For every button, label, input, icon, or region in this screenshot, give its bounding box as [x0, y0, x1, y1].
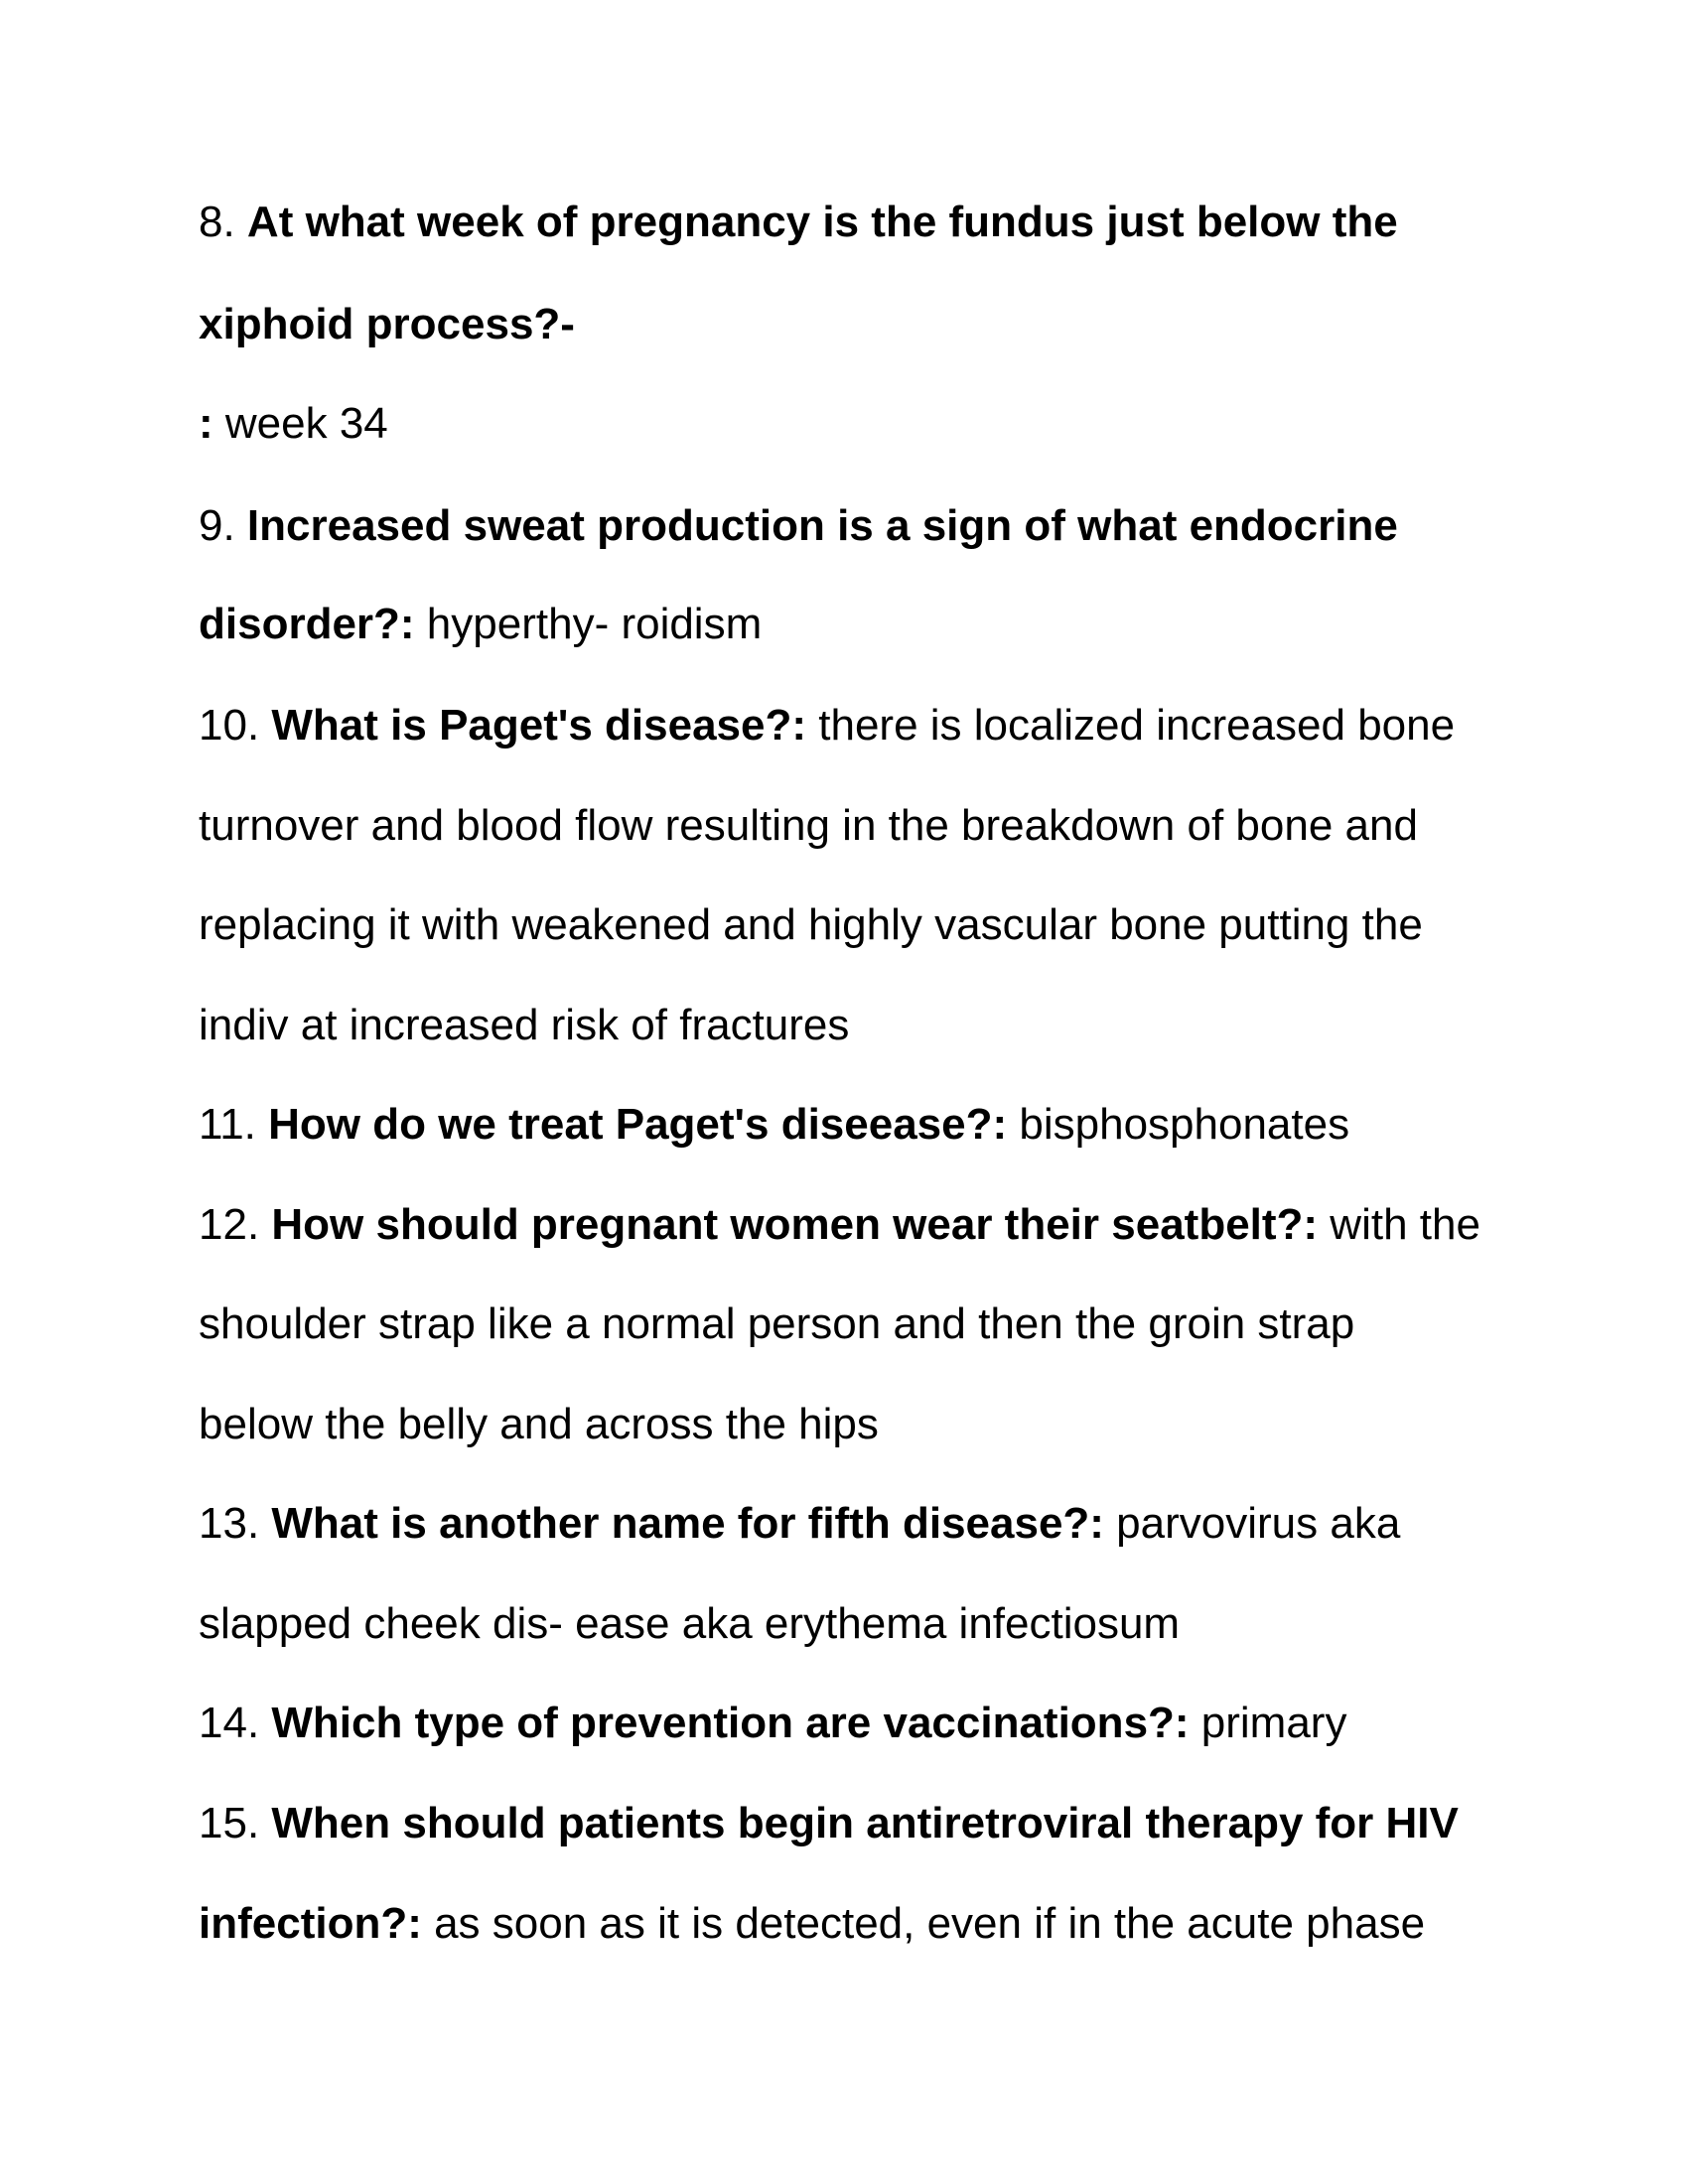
- question-text: Which type of prevention are vaccinations?:: [271, 1699, 1190, 1747]
- text-line: [199, 197, 1398, 248]
- text-line: [199, 299, 575, 350]
- question-number: 13.: [199, 1499, 272, 1548]
- question-text: disorder?:: [199, 600, 415, 648]
- text-line: [199, 1598, 1180, 1650]
- answer-text: there is localized increased bone: [806, 701, 1456, 750]
- question-number: 8.: [199, 198, 247, 246]
- question-number: 12.: [199, 1200, 272, 1249]
- answer-text: week 34: [212, 399, 388, 448]
- answer-text: slapped cheek dis- ease aka erythema infectiosum: [199, 1599, 1181, 1648]
- answer-text: parvovirus aka: [1103, 1499, 1401, 1548]
- answer-text: shoulder strap like a normal person and then the groin strap: [199, 1299, 1355, 1348]
- text-line: [199, 1399, 879, 1450]
- question-text: Increased sweat production is a sign of what endocrine: [246, 501, 1398, 550]
- question-number: 9.: [199, 501, 247, 550]
- text-line: [199, 700, 1455, 751]
- answer-text: below the belly and across the hips: [199, 1400, 879, 1448]
- question-text: At what week of pregnancy is the fundus just below the: [246, 198, 1398, 246]
- question-text: :: [199, 399, 213, 448]
- question-text: xiphoid process?-: [199, 300, 575, 348]
- text-line: [199, 500, 1398, 552]
- question-number: 10.: [199, 701, 272, 750]
- text-line: [199, 1298, 1354, 1350]
- text-line: [199, 1898, 1425, 1950]
- question-text: What is Paget's disease?:: [271, 701, 807, 750]
- answer-text: replacing it with weakened and highly vascular bone putting the: [199, 900, 1423, 949]
- answer-text: turnover and blood flow resulting in the breakdown of bone and: [199, 801, 1418, 850]
- text-line: [199, 1798, 1459, 1849]
- question-text: When should patients begin antiretroviral therapy for HIV: [271, 1799, 1459, 1847]
- text-line: [199, 599, 762, 650]
- text-line: [199, 1000, 849, 1051]
- text-line: [199, 1099, 1349, 1151]
- text-line: [199, 1199, 1480, 1251]
- text-line: [199, 1698, 1346, 1749]
- text-line: [199, 899, 1423, 951]
- question-number: 11.: [199, 1100, 269, 1149]
- answer-text: with the: [1318, 1200, 1480, 1249]
- question-text: How do we treat Paget's diseease?:: [268, 1100, 1008, 1149]
- answer-text: hyperthy- roidism: [414, 600, 763, 648]
- question-number: 15.: [199, 1799, 272, 1847]
- answer-text: as soon as it is detected, even if in the acute phase: [421, 1899, 1426, 1948]
- question-number: 14.: [199, 1699, 272, 1747]
- text-line: [199, 800, 1418, 852]
- answer-text: indiv at increased risk of fractures: [199, 1001, 850, 1049]
- question-text: infection?:: [199, 1899, 422, 1948]
- question-text: What is another name for fifth disease?:: [271, 1499, 1104, 1548]
- answer-text: bisphosphonates: [1007, 1100, 1350, 1149]
- question-text: How should pregnant women wear their seatbelt?:: [271, 1200, 1319, 1249]
- text-line: [199, 1498, 1400, 1550]
- answer-text: primary: [1189, 1699, 1347, 1747]
- text-line: [199, 398, 388, 450]
